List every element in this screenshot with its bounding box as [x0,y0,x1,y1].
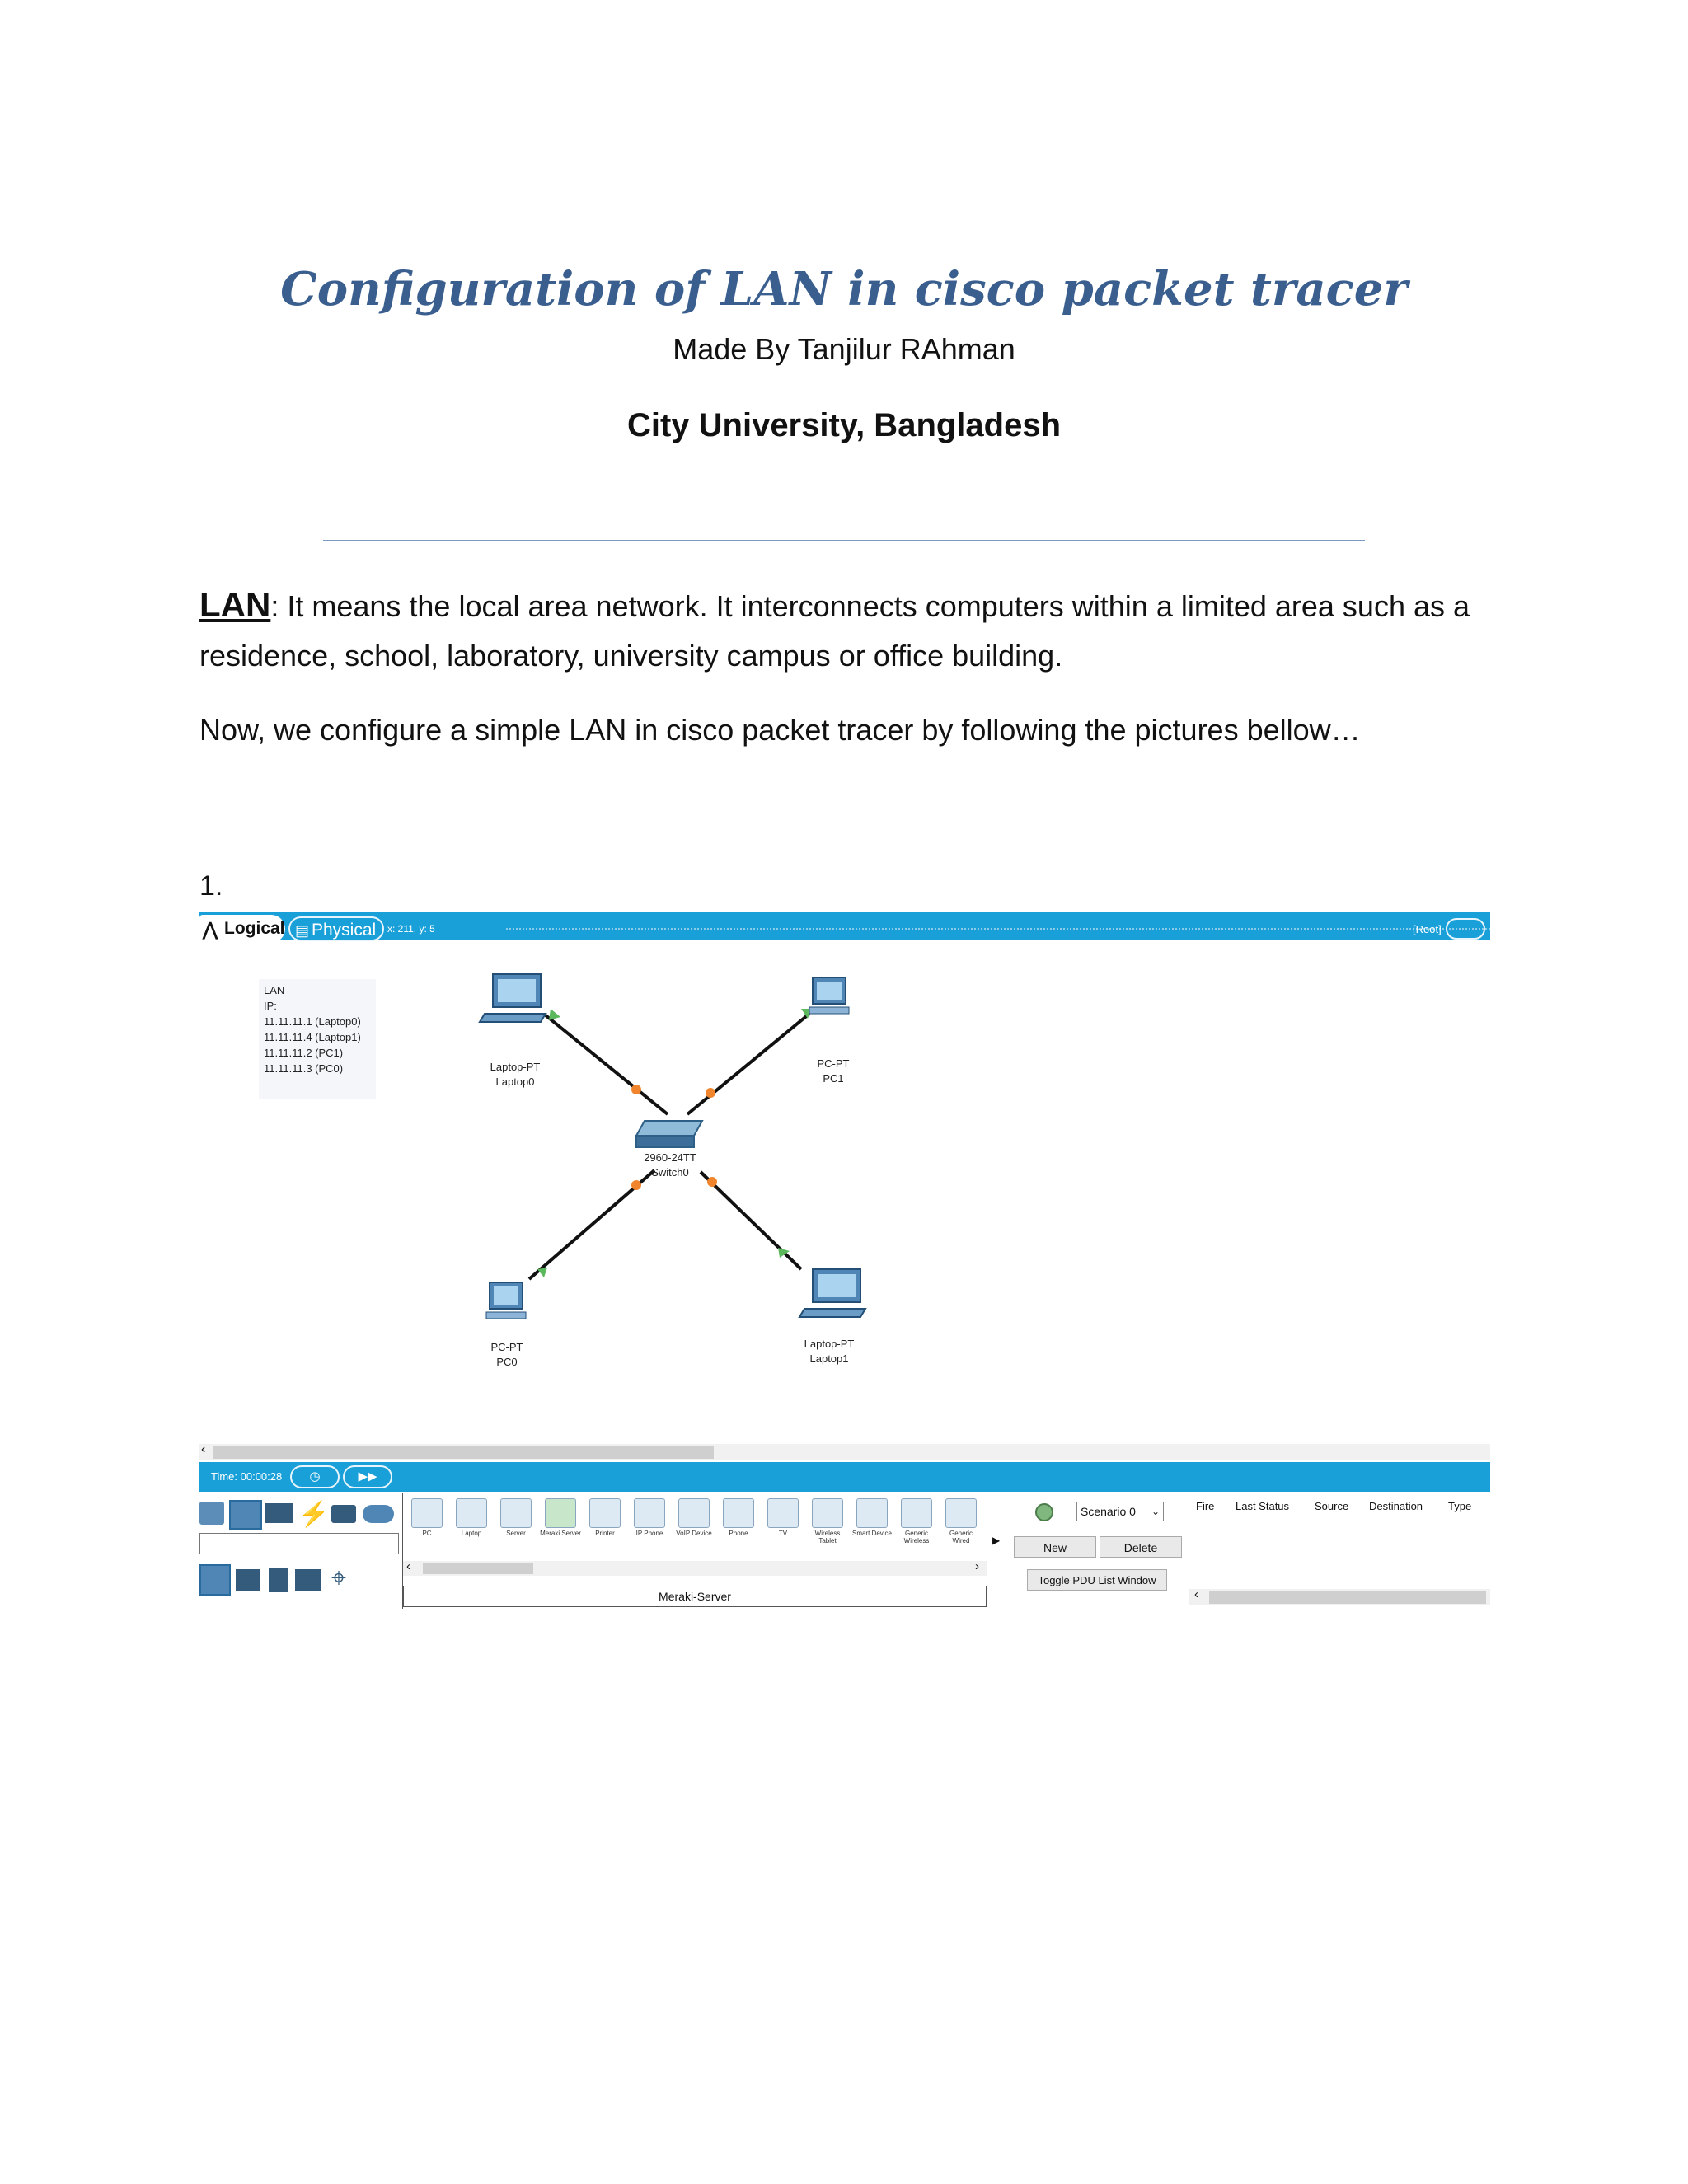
port-status-icon [706,1088,715,1098]
device-wireless-tablet[interactable]: Wireless Tablet [807,1498,848,1544]
pdu-list [1189,1493,1490,1609]
clock-icon: ◷ [309,1469,321,1483]
time-display: Time: 00:00:28 [211,1470,283,1483]
new-pdu-button[interactable]: New [1014,1536,1096,1558]
scenario-info-icon[interactable] [1035,1503,1053,1521]
scenario-select-value: Scenario 0 [1081,1505,1136,1518]
institution-name: City University, Bangladesh [626,407,1062,443]
expand-arrow-icon[interactable]: ▶ [992,1535,1001,1546]
device-generic-wired[interactable]: Generic Wired [940,1498,982,1544]
lan-definition-paragraph [199,580,1502,681]
miscellaneous-icon[interactable] [331,1505,356,1523]
device-categories-row [199,1500,401,1528]
laptop0-icon[interactable] [480,974,546,1022]
industrial-icon[interactable] [295,1569,321,1591]
device-type: Laptop-PT [804,1338,855,1350]
tab-physical[interactable] [288,916,384,941]
power-cycle-button[interactable] [290,1465,340,1488]
packet-tracer-screenshot [199,907,1490,1609]
device-name: PC1 [823,1072,844,1085]
tab-logical-label: Logical [224,919,285,938]
cable-pc0-switch[interactable] [529,1170,654,1279]
topology-canvas [199,940,1490,1442]
tab-logical[interactable] [199,915,285,943]
device-list-panel [402,1493,987,1609]
workspace-top-bar [199,912,1490,940]
top-bar-separator [506,928,1490,935]
end-devices-subcategory-icon[interactable] [199,1564,231,1596]
device-generic-wireless[interactable]: Generic Wireless [896,1498,937,1544]
device-smart-device[interactable]: Smart Device [851,1498,893,1537]
scroll-left-icon[interactable]: ‹ [201,1442,206,1456]
tab-physical-label: Physical [312,921,377,940]
fast-forward-icon: ▶▶ [358,1469,377,1483]
fast-forward-button[interactable] [343,1465,392,1488]
cable-pc1-switch[interactable] [687,1009,811,1114]
end-devices-icon[interactable] [229,1500,262,1530]
device-ip-phone[interactable]: IP Phone [629,1498,670,1537]
laptop0-label [478,1060,552,1090]
port-status-icon [707,1177,717,1187]
device-server[interactable]: Server [495,1498,537,1537]
scenario-select[interactable] [1076,1502,1164,1521]
laptop1-label [788,1337,870,1366]
link-up-icon [549,1009,560,1020]
network-devices-icon[interactable] [199,1502,224,1525]
smart-city-icon[interactable] [269,1568,288,1592]
scrollbar-thumb[interactable] [1209,1591,1486,1604]
device-panel [199,1493,1490,1609]
document-title: Configuration of LAN in cisco packet tracer [280,262,1408,316]
scrollbar-thumb[interactable] [423,1563,533,1574]
device-printer[interactable]: Printer [584,1498,626,1537]
cursor-coordinates: x: 211, y: 5 [387,923,435,935]
pdu-column-header: Last Status [1236,1500,1290,1512]
realtime-bar [199,1462,1490,1492]
document-subtitle: Made By Tanjilur RAhman [673,332,1015,366]
physical-icon: ▤ [295,922,310,939]
scroll-right-icon[interactable]: › [975,1559,979,1573]
pc0-label [470,1340,544,1370]
device-laptop[interactable]: Laptop [451,1498,492,1537]
logical-icon: ⋀ [203,919,218,940]
divider-rule [323,540,1365,541]
pc0-icon[interactable] [486,1282,526,1319]
connections-icon[interactable]: ⚡ [298,1501,330,1528]
device-meraki-server[interactable]: Meraki Server [540,1498,581,1537]
cable-laptop1-switch[interactable] [701,1172,801,1269]
note-line: LAN [264,984,285,996]
pdu-column-header: Fire [1196,1500,1215,1512]
pdu-column-header: Source [1315,1500,1349,1512]
power-grid-icon[interactable]: ⌖ [331,1563,347,1592]
scrollbar-thumb[interactable] [213,1446,714,1459]
device-phone[interactable]: Phone [718,1498,759,1537]
workspace-scrollbar[interactable] [199,1444,1490,1460]
device-name: Laptop0 [495,1076,535,1088]
step-number: 1. [199,870,223,902]
chevron-down-icon: ⌄ [1151,1506,1160,1517]
scroll-left-icon[interactable]: ‹ [1194,1587,1198,1601]
note-line: 11.11.11.4 (Laptop1) [264,1031,361,1043]
device-type: PC-PT [490,1341,523,1353]
root-back-button[interactable] [1446,918,1485,940]
delete-pdu-button[interactable]: Delete [1100,1536,1182,1558]
scroll-left-icon[interactable]: ‹ [406,1559,410,1573]
panel-expand-handle[interactable] [991,1493,1004,1609]
multiuser-icon[interactable] [363,1505,394,1523]
switch0-label [633,1151,707,1180]
device-name: PC0 [496,1356,518,1368]
category-search-field[interactable] [199,1533,399,1554]
device-tv[interactable]: TV [762,1498,804,1537]
note-line: 11.11.11.3 (PC0) [264,1062,344,1075]
pc1-icon[interactable] [809,977,849,1014]
pdu-column-header: Type [1448,1500,1472,1512]
root-label: [Root] [1413,923,1442,935]
device-pc[interactable]: PC [406,1498,448,1537]
toggle-pdu-list-button[interactable]: Toggle PDU List Window [1027,1569,1167,1591]
device-name: Switch0 [651,1166,689,1179]
lan-definition-text: : It means the local area network. It interconnects computers within a limited area such as a residence, school, laboratory, university campus or office building. [199,589,1470,673]
device-type: 2960-24TT [644,1151,696,1164]
note-line: IP: [264,1000,277,1012]
instruction-paragraph: Now, we configure a simple LAN in cisco packet tracer by following the pictures bellow… [199,713,1361,747]
pdu-list-scrollbar[interactable] [1189,1589,1490,1605]
lan-term: LAN [199,585,271,624]
components-icon[interactable] [265,1503,293,1523]
device-list-scrollbar[interactable] [403,1561,987,1576]
pdu-column-header: Destination [1369,1500,1423,1512]
device-type: PC-PT [817,1057,850,1070]
pc1-label [796,1057,870,1086]
note-line: 11.11.11.1 (Laptop0) [264,1015,361,1028]
port-status-icon [631,1180,641,1190]
device-subcategories-row [199,1563,401,1594]
home-icon[interactable] [236,1569,260,1591]
device-name: Laptop1 [809,1352,849,1365]
device-type: Laptop-PT [490,1061,541,1073]
port-status-icon [631,1085,641,1094]
laptop1-icon[interactable] [799,1269,865,1317]
device-voip[interactable]: VoIP Device [673,1498,715,1537]
cable-laptop0-switch[interactable] [546,1009,668,1114]
switch0-icon[interactable] [636,1121,702,1147]
note-line: 11.11.11.2 (PC1) [264,1047,344,1059]
selected-device-name: Meraki-Server [403,1586,987,1607]
